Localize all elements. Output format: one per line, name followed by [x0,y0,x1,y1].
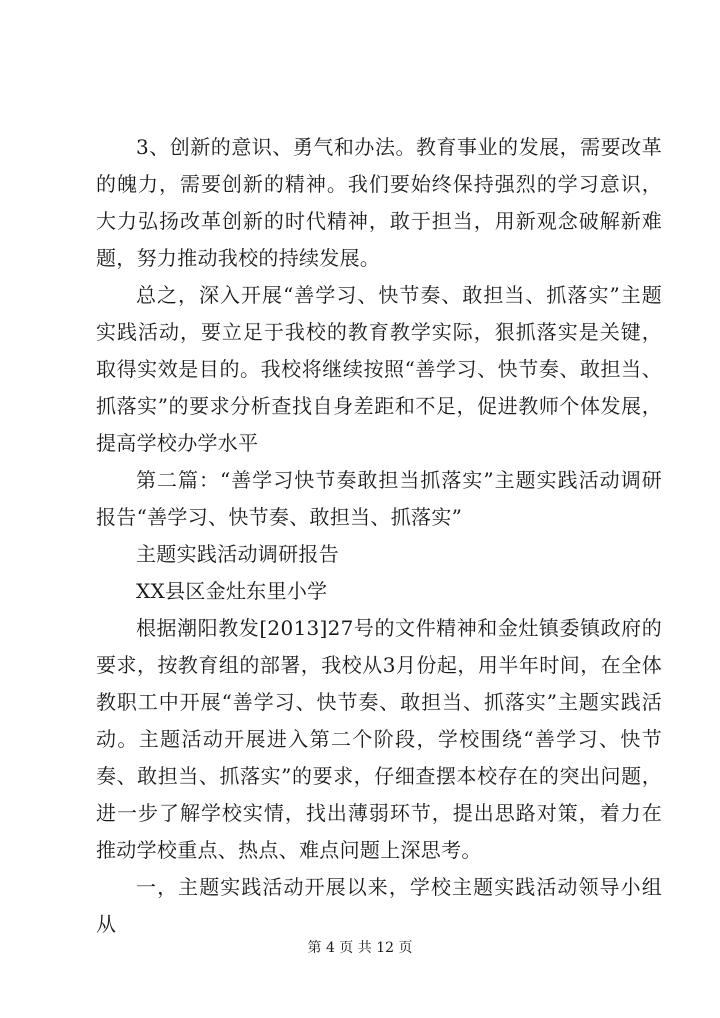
paragraph-summary: 总之，深入开展“善学习、快节奏、敢担当、抓落实”主题实践活动，要立足于我校的教育教学实际，狠抓落实是关键，取得实效是目的。我校将继续按照“善学习、快节奏、敢担当、抓落实”的要求分析查找自身差距和不足，促进教师个体发展，提高学校办学水平 [96,283,662,455]
paragraph-report-title: 主题实践活动调研报告 [136,542,339,566]
page-number-footer: 第 4 页 共 12 页 [307,940,413,956]
paragraph-part-one: 一，主题实践活动开展以来，学校主题实践活动领导小组从 [96,875,662,936]
paragraph-school-name: XX县区金灶东里小学 [136,579,328,603]
paragraph-section-title: 第二篇：“善学习快节奏敢担当抓落实”主题实践活动调研报告“善学习、快节奏、敢担当、抓落实” [96,468,662,529]
paragraph-innovation: 3、创新的意识、勇气和办法。教育事业的发展，需要改革的魄力，需要创新的精神。我们要始终保持强烈的学习意识，大力弘扬改革创新的时代精神，敢于担当，用新观念破解新难题，努力推动我校的持续发展。 [96,135,662,270]
paragraph-background: 根据潮阳教发[2013]27号的文件精神和金灶镇委镇政府的要求，按教育组的部署，我校从3月份起，用半年时间，在全体教职工中开展“善学习、快节奏、敢担当、抓落实”主题实践活动。主题活动开展进入第二个阶段，学校围绕“善学习、快节奏、敢担当、抓落实”的要求，仔细查摆本校存在的突出问题，进一步了解学校实情，找出薄弱环节，提出思路对策，着力在推动学校重点、热点、难点问题上深思考。 [96,616,662,862]
document-body [96,129,662,943]
